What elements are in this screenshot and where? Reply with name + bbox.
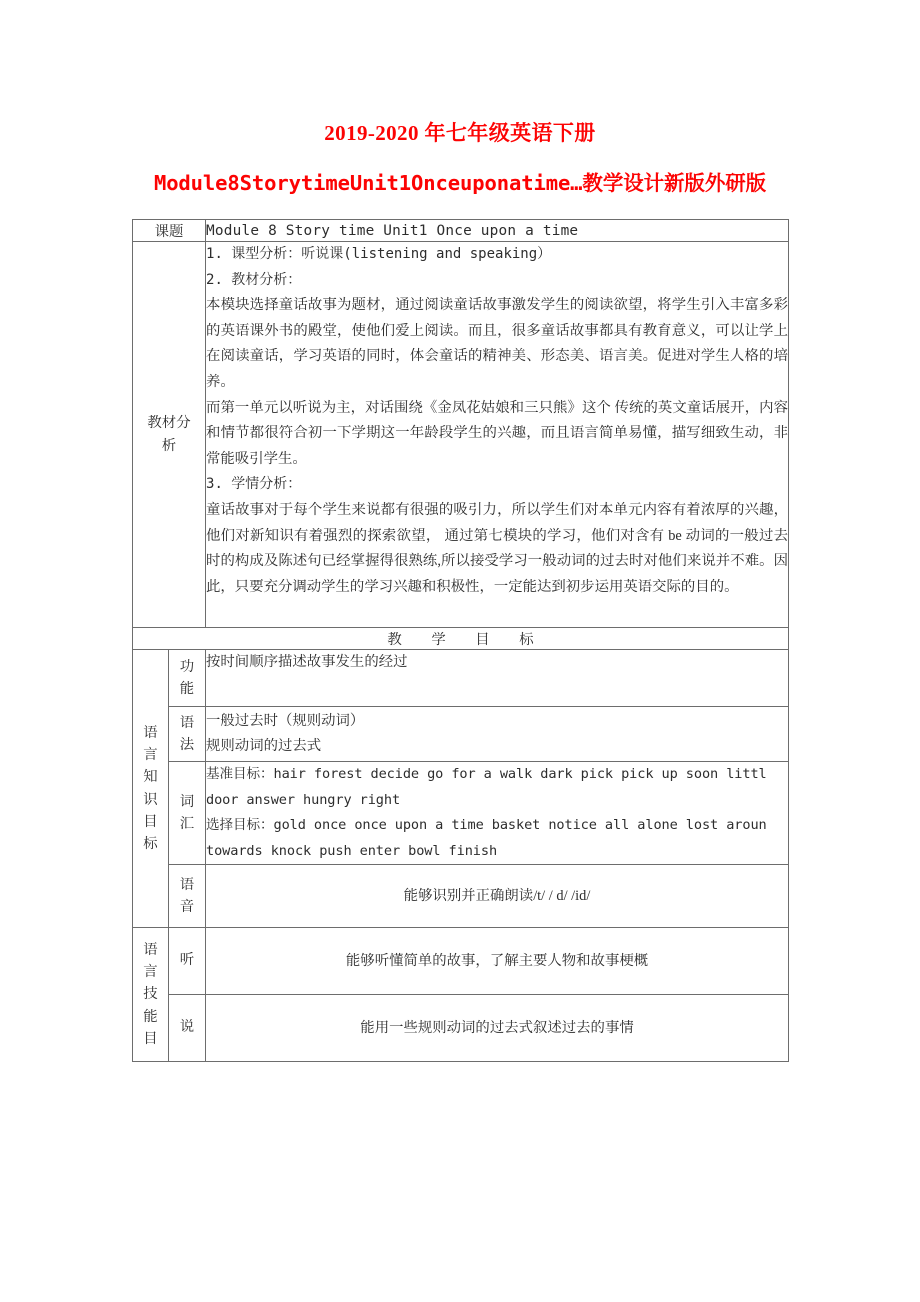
function-label	[169, 650, 206, 707]
vocabulary-label	[169, 762, 206, 865]
function-line-1: 按时间顺序描述故事发生的经过	[206, 654, 408, 670]
skill-group-char-1: 语	[143, 941, 158, 958]
analysis-line-6: 童话故事对于每个学生来说都有很强的吸引力，所以学生们对本单元内容有着浓厚的兴趣，他们对新知识有着强烈的探索欲望， 通过第七模块的学习，他们对含有 be 动词的一般过去时的构成及陈述句已经掌握得很熟练,所以接受学习一般动词的过去时对他们来说并不难。因此，只要充分调动学生的学习兴趣和积极性，一定能达到初步运用英语交际的目的。	[206, 501, 789, 595]
objectives-banner: 教 学 目 标	[133, 628, 789, 650]
document-title-line-1: 2019-2020 年七年级英语下册	[324, 121, 596, 145]
document-title-line-2: Module8StorytimeUnit1Onceuponatime…教学设计新版外研版	[153, 171, 767, 195]
pronunciation-label-char-1: 语	[179, 876, 195, 893]
analysis-line-4: 而第一单元以听说为主，对话围绕《金凤花姑娘和三只熊》这个 传统的英文童话展开，内容和情节都很符合初一下学期这一年龄段学生的兴趣，而且语言简单易懂，描写细致生动，非常能吸引学生。	[206, 399, 789, 467]
document-title-block	[132, 118, 788, 198]
listening-content	[206, 928, 789, 995]
pronunciation-line-1: 能够识别并正确朗读/t/ / d/ /id/	[403, 887, 591, 904]
knowledge-group-char-4: 识	[143, 791, 158, 808]
table-row-listening	[133, 928, 789, 995]
speaking-line-1: 能用一些规则动词的过去式叙述过去的事情	[360, 1019, 634, 1036]
vocabulary-line-1: 基准目标：hair forest decide go for a walk dark pick pick up soon littl	[206, 766, 767, 782]
knowledge-group-label	[133, 650, 169, 928]
vocabulary-line-4: towards knock push enter bowl finish	[206, 842, 498, 859]
skill-group-char-4: 能	[143, 1008, 158, 1025]
grammar-line-1: 一般过去时（规则动词）	[206, 713, 365, 729]
skill-group-label	[133, 928, 169, 1062]
pronunciation-label	[169, 865, 206, 928]
vocabulary-line-2: door answer hungry right	[206, 791, 401, 808]
analysis-line-3: 本模块选择童话故事为题材，通过阅读童话故事激发学生的阅读欲望，将学生引入丰富多彩的英语课外书的殿堂，使他们爱上阅读。而且，很多童话故事都具有教育意义，可以让学上在阅读童话，学习英语的同时，体会童话的精神美、形态美、语言美。促进对学生人格的培养。	[206, 297, 789, 390]
skill-group-char-5: 目	[143, 1030, 158, 1047]
listening-line-1: 能够听懂简单的故事，了解主要人物和故事梗概	[345, 952, 649, 969]
analysis-line-2: 2. 教材分析：	[206, 271, 302, 288]
listening-label: 听	[169, 928, 206, 995]
table-row-objectives-banner	[133, 628, 789, 650]
table-row-vocabulary	[133, 762, 789, 865]
analysis-line-1: 1. 课型分析：听说课(listening and speaking）	[206, 246, 552, 262]
table-row-pronunciation	[133, 865, 789, 928]
function-label-char-2: 能	[179, 681, 195, 697]
grammar-label	[169, 707, 206, 762]
subject-value: Module 8 Story time Unit1 Once upon a time	[206, 220, 789, 242]
pronunciation-label-char-2: 音	[179, 899, 195, 915]
skill-group-char-2: 言	[143, 964, 158, 980]
function-content	[206, 650, 789, 707]
knowledge-group-char-6: 标	[143, 836, 158, 853]
grammar-line-2: 规则动词的过去式	[206, 738, 322, 754]
vocabulary-line-3: 选择目标：gold once once upon a time basket notice all alone lost aroun	[206, 817, 767, 833]
lesson-plan-table	[132, 219, 789, 1062]
analysis-label	[133, 242, 206, 628]
analysis-body	[206, 242, 789, 628]
subject-label: 课题	[133, 220, 206, 242]
table-row-function	[133, 650, 789, 707]
table-row-subject	[133, 220, 789, 242]
grammar-content	[206, 707, 789, 762]
table-row-grammar	[133, 707, 789, 762]
knowledge-group-char-3: 知	[143, 769, 158, 786]
knowledge-group-char-5: 目	[143, 813, 158, 830]
knowledge-group-char-2: 言	[143, 746, 158, 763]
analysis-line-5: 3. 学情分析：	[206, 476, 302, 493]
vocabulary-label-char-1: 词	[179, 793, 195, 810]
grammar-label-char-1: 语	[179, 714, 195, 731]
skill-group-char-3: 技	[143, 986, 158, 1003]
table-row-analysis	[133, 242, 789, 628]
vocabulary-content	[206, 762, 789, 865]
grammar-label-char-2: 法	[179, 737, 195, 753]
vocabulary-label-char-2: 汇	[179, 816, 195, 832]
pronunciation-content	[206, 865, 789, 928]
speaking-label: 说	[169, 995, 206, 1062]
function-label-char-1: 功	[179, 658, 195, 675]
analysis-label-line-2: 析	[161, 437, 177, 454]
analysis-label-line-1: 教材分	[147, 415, 191, 432]
knowledge-group-char-1: 语	[143, 724, 158, 741]
speaking-content	[206, 995, 789, 1062]
table-row-speaking	[133, 995, 789, 1062]
